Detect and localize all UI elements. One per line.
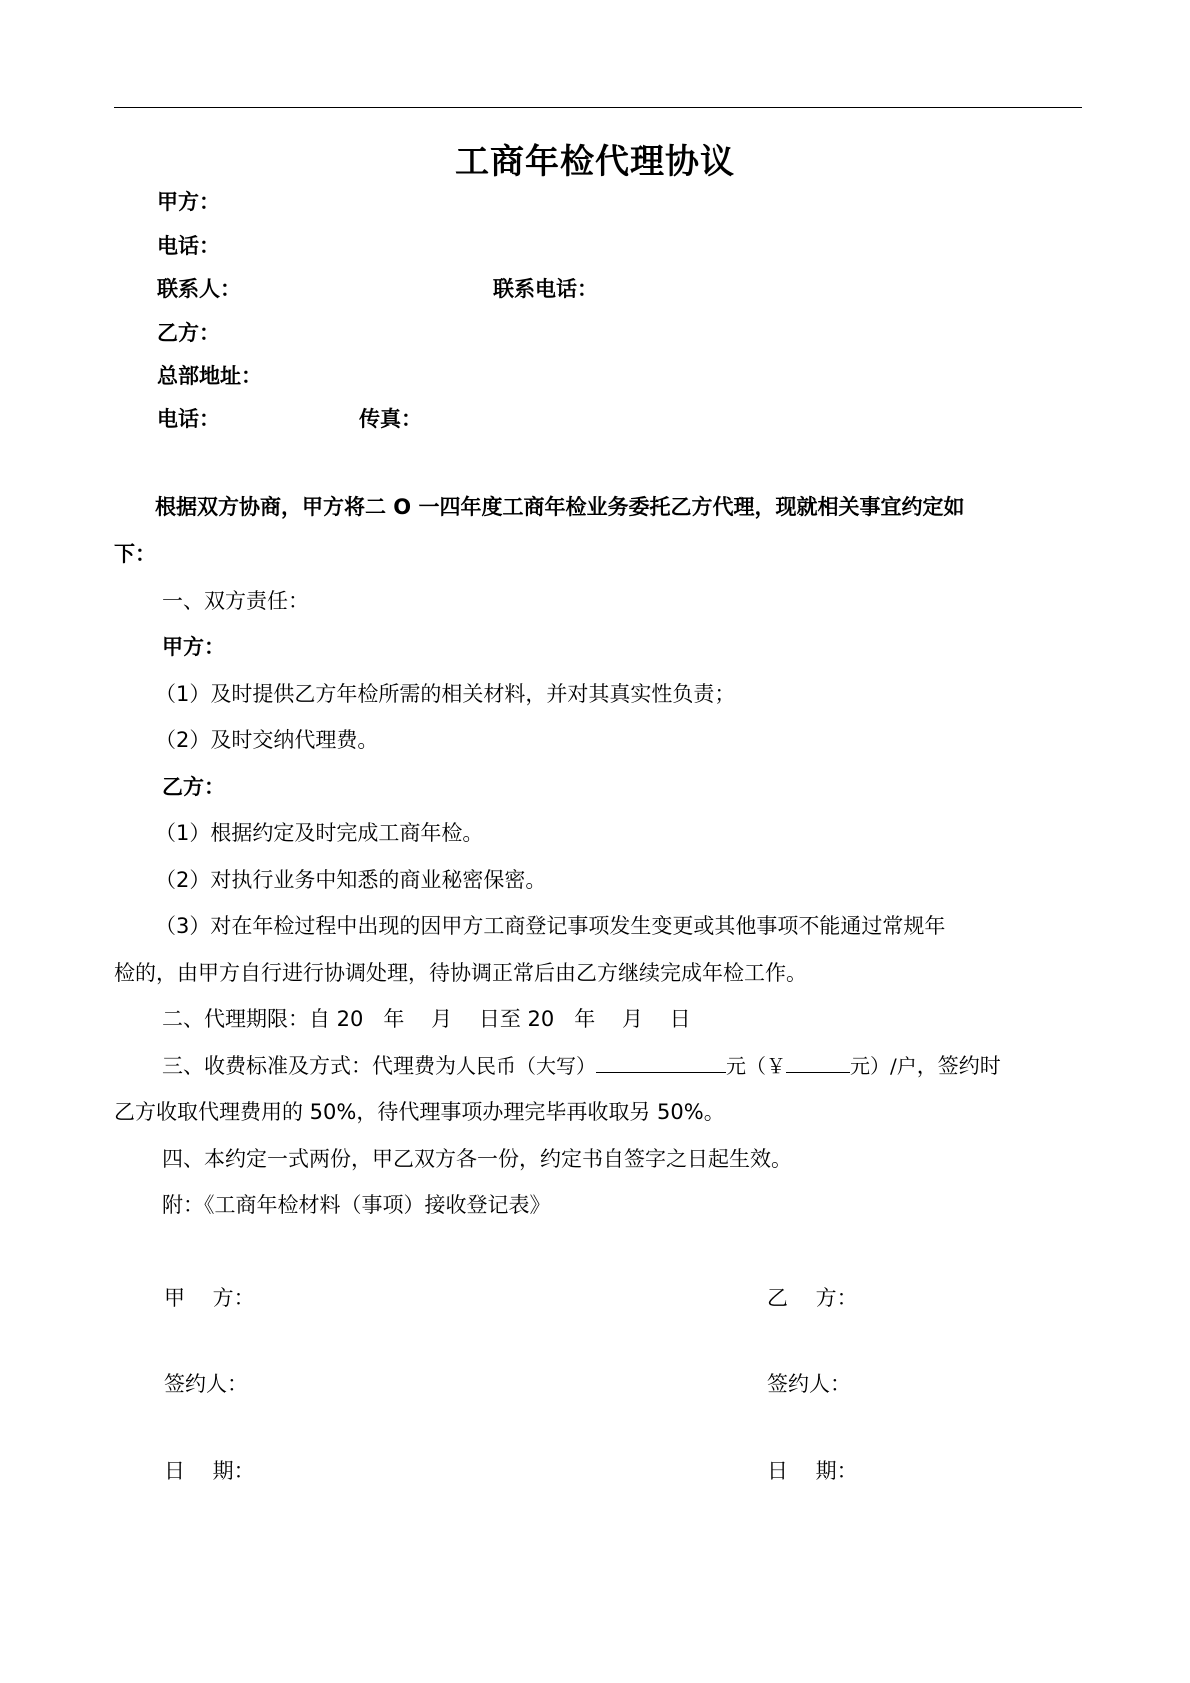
date-b-label: 日 期：: [767, 1459, 858, 1483]
amount-words-blank[interactable]: [596, 1054, 726, 1073]
section-3-line-1: [162, 1051, 1001, 1081]
amount-number-blank[interactable]: [786, 1054, 850, 1073]
attachment-note: 附：《工商年检材料（事项）接收登记表》: [162, 1193, 551, 1217]
party-b-item-3-line-1: （3）对在年检过程中出现的因甲方工商登记事项发生变更或其他事项不能通过常规年: [155, 914, 946, 938]
contact-label: 联系人：: [157, 277, 241, 301]
contact-phone-label: 联系电话：: [493, 277, 598, 301]
rmb-label: 人民币（大写）: [456, 1054, 596, 1078]
party-a-item-2: （2）及时交纳代理费。: [155, 728, 379, 752]
section-3-suffix: ，签约时: [916, 1054, 1001, 1078]
section-3-prefix: 三、收费标准及方式：代理费为: [162, 1054, 456, 1078]
signer-b-label: 签约人：: [767, 1372, 851, 1396]
section-1-title: 一、双方责任：: [162, 589, 309, 613]
section-4: 四、本约定一式两份，甲乙双方各一份，约定书自签字之日起生效。: [162, 1147, 792, 1171]
party-b-heading: 乙方：: [162, 775, 225, 799]
party-b-phone-label: 电话：: [157, 407, 220, 431]
intro-paragraph-line-2: 下：: [114, 542, 156, 566]
section-3-line-2: 乙方收取代理费用的 50%，待代理事项办理完毕再收取另 50%。: [114, 1100, 725, 1124]
party-b-label: 乙方：: [157, 321, 220, 345]
party-b-item-3-line-2: 检的，由甲方自行进行协调处理，待协调正常后由乙方继续完成年检工作。: [114, 961, 807, 985]
intro-paragraph-line-1: 根据双方协商，甲方将二 O 一四年度工商年检业务委托乙方代理，现就相关事宜约定如: [155, 495, 965, 519]
hq-address-label: 总部地址：: [157, 364, 262, 388]
party-b-item-2: （2）对执行业务中知悉的商业秘密保密。: [155, 868, 547, 892]
document-title: 工商年检代理协议: [455, 142, 735, 182]
signer-a-label: 签约人：: [164, 1372, 248, 1396]
party-b-item-1: （1）根据约定及时完成工商年检。: [155, 821, 484, 845]
party-a-heading: 甲方：: [162, 635, 225, 659]
per-household-label: 元）/户: [850, 1054, 917, 1078]
signature-party-b: 乙 方：: [767, 1286, 858, 1310]
party-a-item-1: （1）及时提供乙方年检所需的相关材料，并对其真实性负责；: [155, 682, 736, 706]
party-a-phone-label: 电话：: [157, 234, 220, 258]
fax-label: 传真：: [359, 407, 422, 431]
header-rule: [114, 107, 1082, 108]
signature-party-a: 甲 方：: [164, 1286, 255, 1310]
section-2-term: 二、代理期限：自 20 年 月 日至 20 年 月 日: [162, 1007, 691, 1031]
yuan-label: 元（￥: [726, 1054, 786, 1078]
party-a-label: 甲方：: [157, 190, 220, 214]
date-a-label: 日 期：: [164, 1459, 255, 1483]
